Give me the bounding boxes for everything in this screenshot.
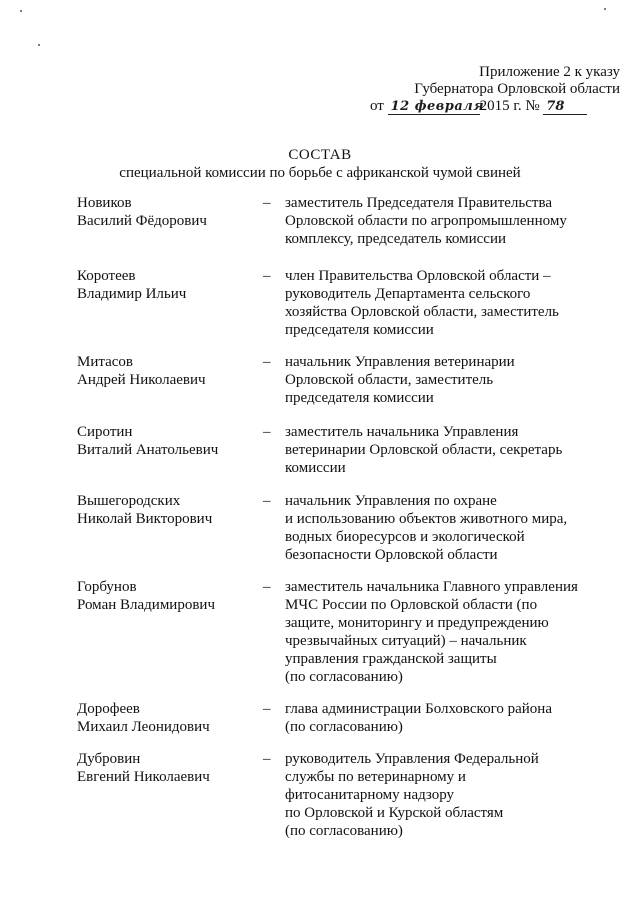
document-title <box>0 146 640 182</box>
member-dash: – <box>263 195 271 211</box>
handwritten-number: 78 <box>543 100 587 115</box>
scan-speck <box>38 44 40 46</box>
member-role-line: член Правительства Орловской области – <box>285 268 551 284</box>
member-surname: Дубровин <box>77 751 141 767</box>
scan-speck <box>604 8 606 10</box>
member-surname: Дорофеев <box>77 701 140 717</box>
member-role-line: (по согласованию) <box>285 823 403 839</box>
member-role-line: хозяйства Орловской области, заместитель <box>285 304 559 320</box>
member-given-names: Михаил Леонидович <box>77 719 210 735</box>
member-role <box>285 267 615 339</box>
member-surname: Митасов <box>77 354 134 370</box>
member-dash: – <box>263 579 271 595</box>
member-role-line: водных биоресурсов и экологической <box>285 529 525 545</box>
appendix-line-1: Приложение 2 к указу <box>479 64 620 80</box>
member-role-line: председателя комиссии <box>285 322 434 338</box>
member-dash: – <box>263 268 271 284</box>
member-role-line: председателя комиссии <box>285 390 434 406</box>
appendix-header <box>370 64 620 115</box>
member-role <box>285 578 615 686</box>
member-name <box>77 578 257 614</box>
member-given-names: Евгений Николаевич <box>77 769 210 785</box>
member-name <box>77 353 257 389</box>
member-name <box>77 267 257 303</box>
member-surname: Сиротин <box>77 424 133 440</box>
member-dash: – <box>263 493 271 509</box>
member-role-line: руководитель Департамента сельского <box>285 286 531 302</box>
scan-speck <box>20 10 22 12</box>
member-role <box>285 750 615 840</box>
member-name <box>77 423 257 459</box>
member-role-line: руководитель Управления Федеральной <box>285 751 539 767</box>
member-name <box>77 194 257 230</box>
member-role-line: безопасности Орловской области <box>285 547 498 563</box>
member-name <box>77 750 257 786</box>
member-name <box>77 700 257 736</box>
member-dash: – <box>263 354 271 370</box>
date-year: 2015 г. № <box>479 98 540 114</box>
member-role-line: глава администрации Болховского района <box>285 701 552 717</box>
date-prefix: от <box>370 98 384 114</box>
member-role <box>285 353 615 407</box>
member-given-names: Владимир Ильич <box>77 286 187 302</box>
member-role-line: заместитель Председателя Правительства <box>285 195 553 211</box>
member-role <box>285 700 615 736</box>
member-role-line: ветеринарии Орловской области, секретарь <box>285 442 563 458</box>
member-role-line: комиссии <box>285 460 346 476</box>
member-role-line: Орловской области, заместитель <box>285 372 494 388</box>
member-surname: Коротеев <box>77 268 136 284</box>
member-role <box>285 194 615 248</box>
member-role <box>285 423 615 477</box>
member-dash: – <box>263 424 271 440</box>
title-line-1: СОСТАВ <box>288 147 352 163</box>
member-given-names: Андрей Николаевич <box>77 372 206 388</box>
member-role-line: комплексу, председатель комиссии <box>285 231 507 247</box>
handwritten-date: 12 февраля <box>388 100 480 115</box>
member-role-line: Орловской области по агропромышленному <box>285 213 567 229</box>
member-role-line: службы по ветеринарному и <box>285 769 466 785</box>
member-given-names: Николай Викторович <box>77 511 213 527</box>
appendix-line-2: Губернатора Орловской области <box>414 81 620 97</box>
member-dash: – <box>263 751 271 767</box>
member-role <box>285 492 615 564</box>
member-given-names: Роман Владимирович <box>77 597 215 613</box>
member-given-names: Виталий Анатольевич <box>77 442 219 458</box>
member-role-line: начальник Управления ветеринарии <box>285 354 515 370</box>
member-role-line: чрезвычайных ситуаций) – начальник <box>285 633 527 649</box>
member-role-line: управления гражданской защиты <box>285 651 497 667</box>
member-surname: Горбунов <box>77 579 137 595</box>
appendix-date-line <box>370 98 620 115</box>
member-role-line: фитосанитарному надзору <box>285 787 455 803</box>
member-role-line: МЧС России по Орловской области (по <box>285 597 538 613</box>
member-role-line: заместитель начальника Главного управления <box>285 579 578 595</box>
member-role-line: заместитель начальника Управления <box>285 424 519 440</box>
member-role-line: (по согласованию) <box>285 719 403 735</box>
member-role-line: (по согласованию) <box>285 669 403 685</box>
title-line-2: специальной комиссии по борьбе с африканской чумой свиней <box>119 165 521 181</box>
member-role-line: и использованию объектов животного мира, <box>285 511 568 527</box>
member-role-line: по Орловской и Курской областям <box>285 805 504 821</box>
member-surname: Вышегородских <box>77 493 181 509</box>
member-dash: – <box>263 701 271 717</box>
member-surname: Новиков <box>77 195 132 211</box>
member-name <box>77 492 257 528</box>
member-given-names: Василий Фёдорович <box>77 213 207 229</box>
member-role-line: начальник Управления по охране <box>285 493 497 509</box>
member-role-line: защите, мониторингу и предупреждению <box>285 615 549 631</box>
